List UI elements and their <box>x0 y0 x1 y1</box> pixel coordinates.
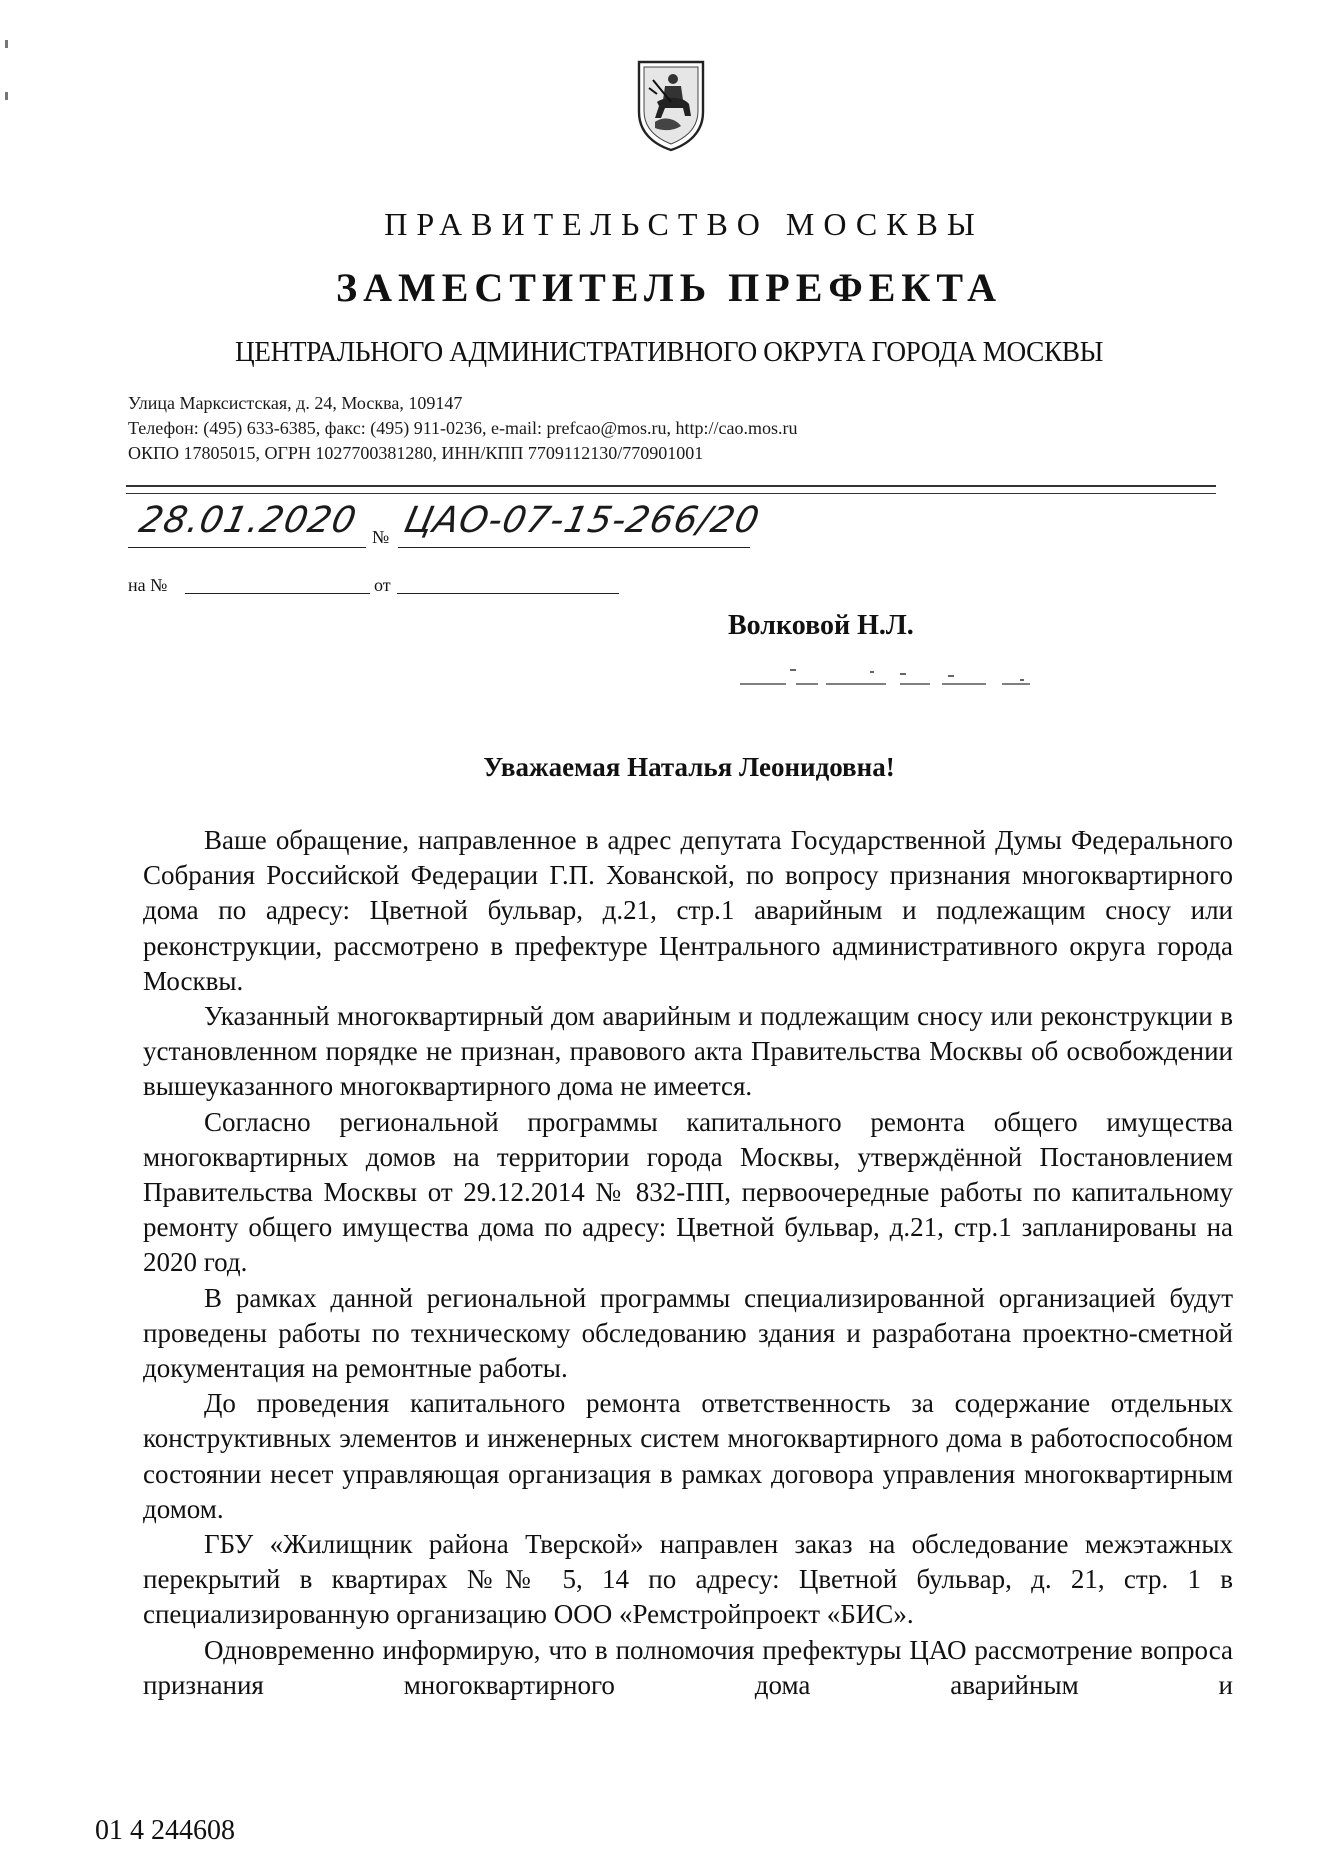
letter-body <box>143 823 1233 1703</box>
district-title: ЦЕНТРАЛЬНОГО АДМИНИСТРАТИВНОГО ОКРУГА ГОРОДА МОСКВЫ <box>234 336 1104 368</box>
header-rule-bottom <box>126 493 1216 494</box>
reply-to-label: на № <box>128 575 168 595</box>
header-rule-top <box>126 485 1216 487</box>
from-date-label: от <box>374 575 391 595</box>
salutation: Уважаемая Наталья Леонидовна! <box>483 752 895 782</box>
office-address: Улица Марксистская, д. 24, Москва, 109147 <box>128 393 463 413</box>
body-paragraph: До проведения капитального ремонта ответственность за содержание отдельных конструктивных элементов и инженерных систем многоквартирного дома в работоспособном состоянии несет управляющая организация в рамках договора управления многоквартирным домом. <box>143 1388 1233 1524</box>
number-line <box>398 547 750 548</box>
reply-to-line <box>185 593 370 594</box>
body-paragraph: В рамках данной региональной программы специализированной организацией будут проведены работы по техническому обследованию здания и разработана проектно-сметной документация на ремонтные работы. <box>143 1282 1233 1384</box>
scan-mark <box>5 92 8 100</box>
handwritten-date: 28.01.2020 <box>135 500 361 541</box>
date-line <box>128 547 366 548</box>
body-paragraph: Указанный многоквартирный дом аварийным и подлежащим сносу или реконструкции в установленном порядке не признан, правового акта Правительства Москвы об освобождении вышеуказанного многоквартирного дома не имеется. <box>143 1001 1233 1102</box>
government-title: ПРАВИТЕЛЬСТВО МОСКВЫ <box>384 206 984 242</box>
handwritten-outgoing-number: ЦАО-07-15-266/20 <box>400 500 764 541</box>
from-date-line <box>397 593 619 594</box>
form-serial-number: 01 4 244608 <box>95 1815 235 1846</box>
body-paragraph: Одновременно информирую, что в полномочия префектуры ЦАО рассмотрение вопроса признания многоквартирного дома аварийным и <box>143 1634 1233 1700</box>
body-paragraph: Ваше обращение, направленное в адрес депутата Государственной Думы Федерального Собрания Российской Федерации Г.П. Хованской, по вопросу признания многоквартирного дома по адресу: Цветной бульвар, д.21, стр.1 аварийным и подлежащим сносу или реконструкции, рассмотрено в префектуре Центрального административного округа города Москвы. <box>143 825 1233 996</box>
body-paragraph: ГБУ «Жилищник района Тверской» направлен заказ на обследование межэтажных перекрытий в квартирах №№ 5, 14 по адресу: Цветной бульвар, д. 21, стр. 1 в специализированную организацию ООО «Ремстройпроект «БИС». <box>143 1529 1233 1630</box>
moscow-coat-of-arms-icon <box>635 58 707 152</box>
scan-mark <box>5 40 8 48</box>
addressee-name: Волковой Н.Л. <box>728 610 914 641</box>
office-registry-codes: ОКПО 17805015, ОГРН 1027700381280, ИНН/КПП 7709112130/770901001 <box>128 443 704 463</box>
office-phone-email: Телефон: (495) 633-6385, факс: (495) 911-0236, e-mail: prefcao@mos.ru, http://cao.mos.ru <box>128 418 798 438</box>
redacted-address-line <box>730 662 1042 692</box>
deputy-prefect-title: ЗАМЕСТИТЕЛЬ ПРЕФЕКТА <box>335 265 1003 310</box>
body-paragraph: Согласно региональной программы капитального ремонта общего имущества многоквартирных домов на территории города Москвы, утверждённой Постановлением Правительства Москвы от 29.12.2014 № 832-ПП, первоочередные работы по капитальному ремонту общего имущества дома по адресу: Цветной бульвар, д.21, стр.1 запланированы на 2020 год. <box>143 1106 1233 1278</box>
number-label: № <box>372 527 390 547</box>
